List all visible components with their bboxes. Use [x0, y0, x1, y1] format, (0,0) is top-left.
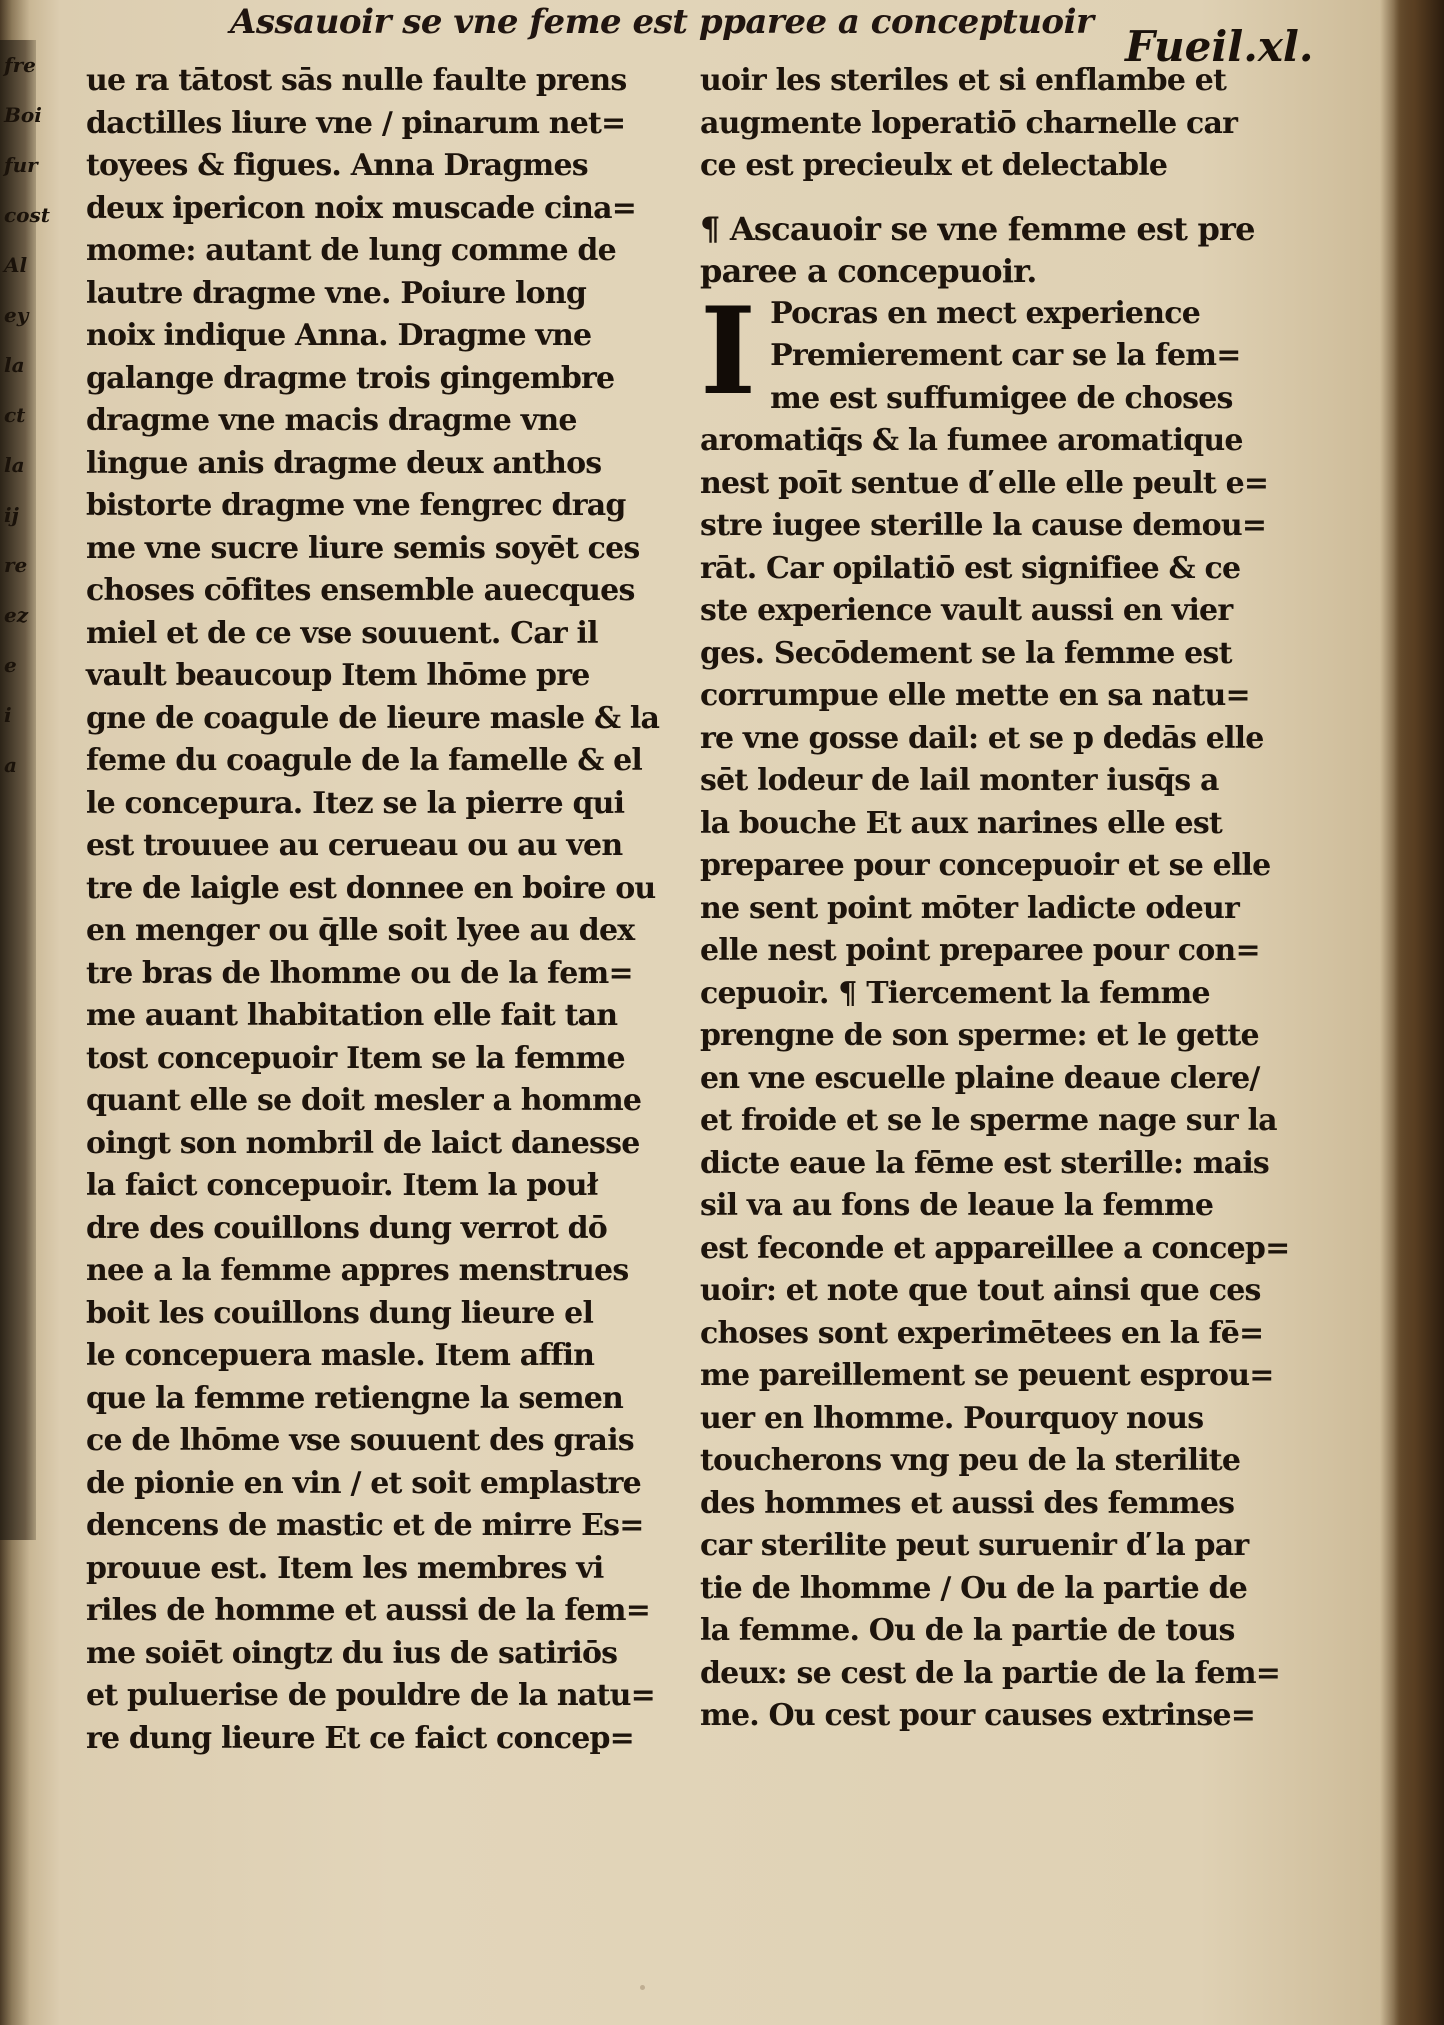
text-line: ne sent point mōter ladicte odeur	[700, 890, 1240, 926]
left-text-column	[86, 60, 676, 1760]
text-line: me. Ou cest pour causes extrinse=	[700, 1698, 1256, 1733]
text-line: oingt son nombril de laict danesse	[86, 1125, 640, 1161]
text-line: lingue anis dragme deux anthos	[86, 445, 602, 481]
text-line: me pareillement se peuent esprou=	[700, 1358, 1274, 1393]
facing-page-margin	[0, 40, 51, 1540]
text-line: et puluerise de pouldre de la natu=	[86, 1678, 655, 1713]
text-line: deux: se cest de la partie de la fem=	[700, 1655, 1281, 1691]
text-line: bistorte dragme vne fengrec drag	[86, 488, 626, 523]
text-line: ste experience vault aussi en vier	[700, 593, 1233, 628]
initial-paragraph	[700, 280, 1310, 422]
text-line: aromatiq̄s & la fumee aromatique	[700, 423, 1243, 458]
margin-fragment: fur	[4, 153, 38, 177]
text-line: dactilles liure vne / pinarum net=	[86, 105, 626, 141]
right-column-body	[700, 420, 1310, 1738]
text-line: me soiēt oingtz du ius de satiriōs	[86, 1635, 618, 1671]
text-line: la bouche Et aux narines elle est	[700, 805, 1222, 841]
text-line: stre iugee sterille la cause demou=	[700, 508, 1267, 543]
margin-fragment: ez	[4, 603, 29, 627]
text-line: dencens de mastic et de mirre Es=	[86, 1508, 644, 1543]
drop-cap-initial: I	[700, 280, 757, 422]
margin-fragment: ey	[4, 303, 29, 327]
text-line: dragme vne macis dragme vne	[86, 403, 577, 438]
paragraph-gap	[700, 188, 1310, 208]
text-line: noix indique Anna. Dragme vne	[86, 318, 592, 353]
section-heading	[700, 208, 1310, 293]
text-line: de pionie en vin / et soit emplastre	[86, 1465, 641, 1501]
text-line: toyees & figues. Anna Dragmes	[86, 148, 588, 183]
heading-line: paree a concepuoir.	[700, 252, 1037, 290]
text-line: ue ra tātost sās nulle faulte prens	[86, 63, 627, 98]
text-line: galange dragme trois gingembre	[86, 360, 615, 396]
text-line: choses cōfites ensemble auecques	[86, 573, 635, 608]
text-line: est feconde et appareillee a concep=	[700, 1230, 1290, 1266]
text-line: corrumpue elle mette en sa natu=	[700, 678, 1250, 713]
text-line: augmente loperatiō charnelle car	[700, 105, 1238, 141]
page-edge-shadow	[1394, 0, 1444, 2025]
text-line: dre des couillons dung verrot dō	[86, 1210, 607, 1246]
right-column-intro	[700, 60, 1310, 188]
text-line: Pocras en mect experience	[770, 295, 1200, 331]
margin-fragment: la	[4, 353, 25, 377]
text-line: dicte eaue la fēme est sterille: mais	[700, 1145, 1270, 1181]
text-line: mome: autant de lung comme de	[86, 233, 616, 268]
text-line: en vne escuelle plaine deaue clere/	[700, 1060, 1260, 1096]
text-line: uoir: et note que tout ainsi que ces	[700, 1273, 1261, 1308]
margin-fragment: la	[4, 453, 25, 477]
text-line: uoir les steriles et si enflambe et	[700, 63, 1227, 98]
text-line: re dung lieure Et ce faict concep=	[86, 1720, 635, 1756]
text-line: boit les couillons dung lieure el	[86, 1295, 594, 1331]
text-line: ges. Secōdement se la femme est	[700, 635, 1232, 671]
text-line: nest poīt sentue ď elle elle peult e=	[700, 465, 1269, 501]
margin-fragment: a	[4, 753, 17, 777]
text-line: le concepura. Itez se la pierre qui	[86, 785, 625, 821]
text-line: vault beaucoup Item lhōme pre	[86, 658, 590, 693]
right-text-column	[700, 60, 1310, 1738]
text-line: toucherons vng peu de la sterilite	[700, 1443, 1241, 1478]
text-line: prengne de son sperme: et le gette	[700, 1018, 1259, 1053]
margin-fragment: Boi	[4, 103, 42, 127]
text-line: cepuoir. ¶ Tiercement la femme	[700, 975, 1210, 1011]
running-head: Assauoir se vne feme est pparee a conceptuoir	[230, 2, 1094, 42]
initial-lines	[700, 280, 1310, 422]
text-line: nee a la femme appres menstrues	[86, 1253, 629, 1288]
margin-fragment: fre	[4, 53, 36, 77]
text-line: la faict concepuoir. Item la pouł	[86, 1168, 598, 1203]
margin-fragment: cost	[4, 203, 51, 227]
folio-number: Fueil.xl.	[1125, 22, 1314, 71]
margin-fragment: i	[4, 703, 12, 727]
paper-spot	[930, 1500, 938, 1508]
margin-fragment: Al	[4, 253, 28, 277]
text-line: tre de laigle est donnee en boire ou	[86, 870, 656, 906]
text-line: en menger ou q̄lle soit lyee au dex	[86, 913, 635, 948]
text-line: le concepuera masle. Item affin	[86, 1338, 595, 1373]
text-line: est trouuee au cerueau ou au ven	[86, 828, 623, 863]
text-line: prouue est. Item les membres vi	[86, 1550, 604, 1586]
text-line: des hommes et aussi des femmes	[700, 1485, 1235, 1521]
text-line: tost concepuoir Item se la femme	[86, 1040, 625, 1076]
text-line: Premierement car se la fem=	[770, 338, 1241, 373]
heading-line: ¶ Ascauoir se vne femme est pre	[700, 209, 1255, 248]
text-line: ce est precieulx et delectable	[700, 148, 1168, 183]
text-line: deux ipericon noix muscade cina=	[86, 190, 637, 226]
text-line: tre bras de lhomme ou de la fem=	[86, 955, 633, 991]
paper-spot	[640, 1985, 645, 1990]
text-line: feme du coagule de la famelle & el	[86, 743, 643, 778]
text-line: rāt. Car opilatiō est signifiee & ce	[700, 550, 1241, 586]
text-line: preparee pour concepuoir et se elle	[700, 848, 1271, 883]
text-line: quant elle se doit mesler a homme	[86, 1083, 642, 1118]
text-line: gne de coagule de lieure masle & la	[86, 700, 660, 736]
margin-fragment: ct	[4, 403, 26, 427]
text-line: me vne sucre liure semis soyēt ces	[86, 530, 640, 566]
text-line: sēt lodeur de lail monter iusq̄s a	[700, 763, 1219, 798]
text-line: sil va au fons de leaue la femme	[700, 1188, 1214, 1223]
text-line: la femme. Ou de la partie de tous	[700, 1613, 1235, 1648]
text-line: et froide et se le sperme nage sur la	[700, 1103, 1277, 1138]
margin-fragment: e	[4, 653, 17, 677]
text-line: lautre dragme vne. Poiure long	[86, 275, 587, 311]
text-line: re vne gosse dail: et se p dedās elle	[700, 720, 1264, 756]
text-line: miel et de ce vse souuent. Car il	[86, 615, 598, 651]
text-line: tie de lhomme / Ou de la partie de	[700, 1570, 1247, 1606]
text-line: me est suffumigee de choses	[770, 380, 1233, 416]
text-line: ce de lhōme vse souuent des grais	[86, 1423, 634, 1458]
text-line: uer en lhomme. Pourquoy nous	[700, 1400, 1204, 1436]
margin-fragment: ij	[4, 503, 19, 527]
text-line: car sterilite peut suruenir ď la par	[700, 1528, 1249, 1563]
text-line: me auant lhabitation elle fait tan	[86, 998, 618, 1033]
text-line: riles de homme et aussi de la fem=	[86, 1593, 651, 1628]
text-line: elle nest point preparee pour con=	[700, 933, 1260, 968]
margin-fragment: re	[4, 553, 28, 577]
text-line: choses sont experimētees en la fē=	[700, 1315, 1264, 1351]
text-line: que la femme retiengne la semen	[86, 1380, 624, 1416]
